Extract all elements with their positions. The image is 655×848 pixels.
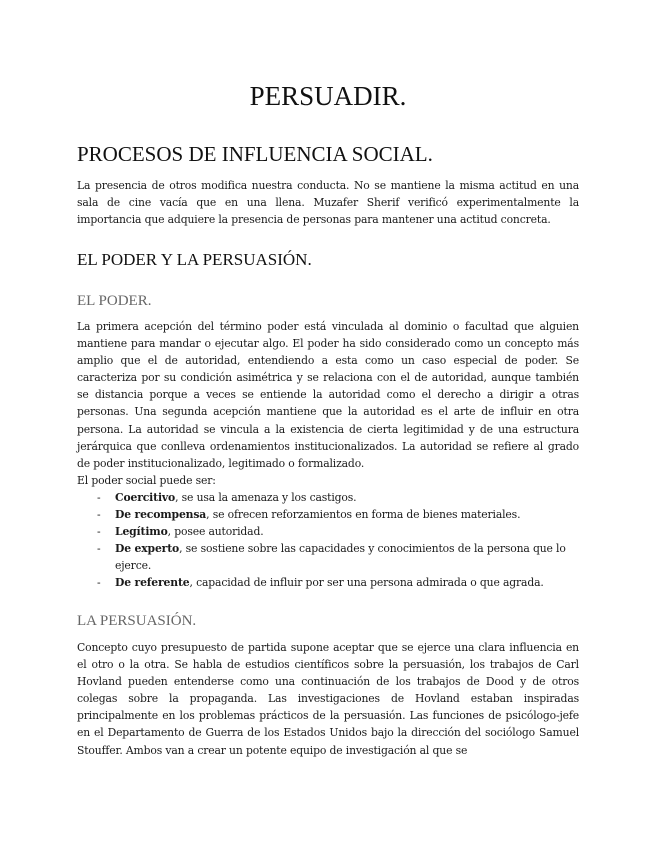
list-item-text: , se usa la amenaza y los castigos. (175, 491, 357, 504)
list-dash: - (97, 525, 101, 539)
list-dash: - (97, 542, 101, 556)
paragraph-influencia-social: La presencia de otros modifica nuestra conducta. No se mantiene la misma actitud en una sala de cine vacía que en una llena. Muzafer Sherif verificó experimentalmente la importancia que adquiere la presencia de personas para mantener una actitud concreta. (77, 179, 579, 227)
list-dash: - (97, 508, 101, 522)
list-item (77, 540, 579, 574)
list-item (77, 506, 579, 523)
heading-procesos-influencia-social: PROCESOS DE INFLUENCIA SOCIAL. (77, 142, 433, 166)
list-dash: - (97, 491, 101, 504)
list-item-text: , se ofrecen reforzamientos en forma de bienes materiales. (206, 508, 521, 522)
list-intro: El poder social puede ser: (77, 474, 216, 487)
list-item-term: De referente (115, 576, 190, 590)
list-item-term: De recompensa (115, 508, 207, 522)
list-item-term: Legítimo (115, 525, 168, 539)
list-item (77, 523, 579, 540)
list-item-text: , se sostiene sobre las capacidades y conocimientos de la persona que lo ejerce. (115, 542, 566, 573)
heading-poder-persuasion: EL PODER Y LA PERSUASIÓN. (77, 250, 312, 269)
poder-types-list (77, 489, 579, 592)
list-dash: - (97, 576, 101, 590)
list-item-text: , capacidad de influir por ser una persona admirada o que agrada. (189, 576, 544, 590)
list-item (77, 489, 579, 506)
heading-el-poder: EL PODER. (77, 293, 152, 309)
paragraph-el-poder: La primera acepción del término poder está vinculada al dominio o facultad que alguien mantiene para mandar o ejecutar algo. El poder ha sido considerado como un concepto más amplio que el de autoridad, entendiendo a esta como un caso especial de poder. Se caracteriza por su condición asimétrica y se relaciona con el de autoridad, aunque también se distancia porque a veces se entiende la autoridad como el derecho a dirigir a otras personas. Una segunda acepción mantiene que la autoridad es el arte de influir en otra persona. La autoridad se vincula a la existencia de cierta legitimidad y de una estructura jerárquica que conlleva ordenamientos institucionalizados. La autoridad se refiere al grado de poder institucionalizado, legitimado o formalizado. (77, 320, 579, 470)
list-item-term: De experto (115, 542, 180, 556)
paragraph-la-persuasion: Concepto cuyo presupuesto de partida supone aceptar que se ejerce una clara influencia en el otro o la otra. Se habla de estudios científicos sobre la persuasión, los trabajos de Carl Hovland pueden entenderse como una continuación de los trabajos de Dood y de otros colegas sobre la propaganda. Las investigaciones de Hovland estaban inspiradas principalmente en los problemas prácticos de la persuasión. Las funciones de psicólogo-jefe en el Departamento de Guerra de los Estados Unidos bajo la dirección del sociólogo Samuel Stouffer. Ambos van a crear un potente equipo de investigación al que se (77, 641, 579, 757)
document-title: PERSUADIR. (249, 81, 407, 111)
list-item-text: , posee autoridad. (167, 525, 264, 539)
list-item (77, 574, 579, 591)
list-item-term: Coercitivo (115, 491, 176, 504)
heading-la-persuasion: LA PERSUASIÓN. (77, 613, 197, 629)
